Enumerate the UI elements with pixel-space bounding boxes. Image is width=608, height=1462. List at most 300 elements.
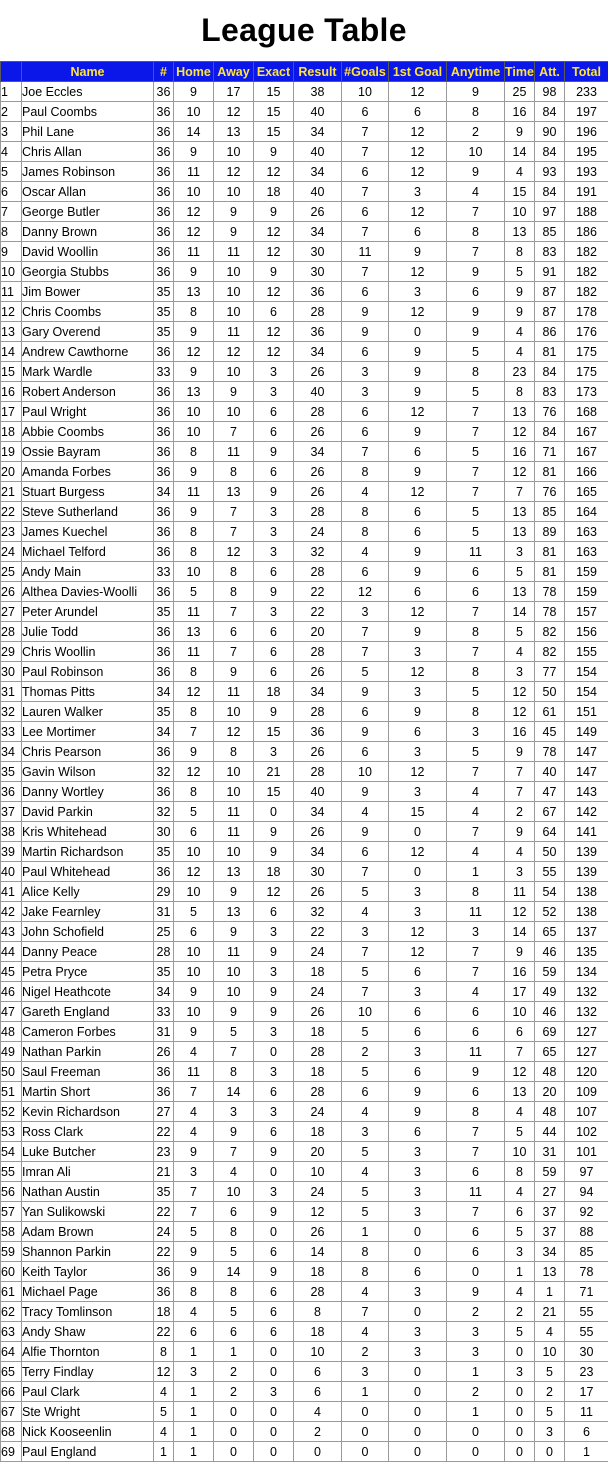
total-cell: 151 [565,702,608,722]
home-cell: 11 [174,482,214,502]
exact-cell: 0 [254,1402,294,1422]
result-cell: 22 [294,922,342,942]
name-cell: George Butler [22,202,154,222]
table-row [1,882,608,902]
table-row [1,662,608,682]
table-row [1,722,608,742]
name-cell: Kris Whitehead [22,822,154,842]
table-row [1,362,608,382]
first-goal-cell: 3 [389,1322,447,1342]
table-row [1,1102,608,1122]
result-cell: 40 [294,102,342,122]
first-goal-cell: 0 [389,322,447,342]
played-cell: 36 [154,342,174,362]
total-cell: 102 [565,1122,608,1142]
attendance-cell: 55 [535,862,565,882]
home-cell: 1 [174,1342,214,1362]
name-cell: Danny Wortley [22,782,154,802]
away-cell: 10 [214,1182,254,1202]
played-cell: 35 [154,282,174,302]
played-cell: 32 [154,802,174,822]
time-cell: 7 [505,782,535,802]
result-cell: 18 [294,1322,342,1342]
total-cell: 127 [565,1042,608,1062]
home-cell: 9 [174,1022,214,1042]
attendance-cell: 4 [535,1322,565,1342]
name-cell: John Schofield [22,922,154,942]
goals-cell: 6 [342,1082,389,1102]
table-row [1,962,608,982]
name-cell: Gavin Wilson [22,762,154,782]
home-cell: 3 [174,1362,214,1382]
table-row [1,642,608,662]
anytime-cell: 9 [447,82,505,102]
home-cell: 10 [174,962,214,982]
away-cell: 7 [214,1142,254,1162]
attendance-cell: 2 [535,1382,565,1402]
total-cell: 23 [565,1362,608,1382]
total-cell: 138 [565,902,608,922]
first-goal-cell: 15 [389,802,447,822]
rank-cell: 3 [1,122,22,142]
goals-cell: 6 [342,562,389,582]
anytime-cell: 2 [447,122,505,142]
rank-cell: 13 [1,322,22,342]
name-cell: Petra Pryce [22,962,154,982]
exact-cell: 0 [254,1422,294,1442]
rank-cell: 38 [1,822,22,842]
goals-cell: 4 [342,1282,389,1302]
played-cell: 36 [154,102,174,122]
first-goal-cell: 12 [389,602,447,622]
played-cell: 36 [154,582,174,602]
goals-cell: 8 [342,462,389,482]
table-row [1,282,608,302]
home-cell: 13 [174,622,214,642]
table-row [1,802,608,822]
name-cell: Robert Anderson [22,382,154,402]
anytime-cell: 7 [447,942,505,962]
exact-cell: 9 [254,1262,294,1282]
result-cell: 28 [294,302,342,322]
result-cell: 18 [294,1262,342,1282]
attendance-cell: 46 [535,942,565,962]
exact-cell: 0 [254,802,294,822]
result-cell: 36 [294,282,342,302]
result-cell: 26 [294,1222,342,1242]
anytime-cell: 0 [447,1262,505,1282]
total-cell: 167 [565,442,608,462]
total-cell: 182 [565,242,608,262]
total-cell: 176 [565,322,608,342]
rank-cell: 46 [1,982,22,1002]
anytime-cell: 11 [447,542,505,562]
first-goal-cell: 3 [389,1202,447,1222]
result-cell: 18 [294,1122,342,1142]
time-cell: 4 [505,162,535,182]
away-cell: 9 [214,382,254,402]
home-cell: 4 [174,1122,214,1142]
attendance-cell: 40 [535,762,565,782]
column-header-attendance: Att. [535,62,565,82]
anytime-cell: 10 [447,142,505,162]
away-cell: 9 [214,662,254,682]
first-goal-cell: 0 [389,1302,447,1322]
result-cell: 40 [294,142,342,162]
time-cell: 3 [505,1362,535,1382]
home-cell: 4 [174,1102,214,1122]
exact-cell: 9 [254,1142,294,1162]
played-cell: 12 [154,1362,174,1382]
goals-cell: 9 [342,302,389,322]
total-cell: 197 [565,102,608,122]
rank-cell: 52 [1,1102,22,1122]
total-cell: 11 [565,1402,608,1422]
first-goal-cell: 0 [389,1442,447,1462]
name-cell: Althea Davies-Woolli [22,582,154,602]
table-body [1,82,608,1462]
result-cell: 22 [294,582,342,602]
anytime-cell: 3 [447,922,505,942]
title-bar [0,0,608,61]
goals-cell: 5 [342,1022,389,1042]
first-goal-cell: 3 [389,642,447,662]
played-cell: 36 [154,862,174,882]
rank-cell: 5 [1,162,22,182]
first-goal-cell: 3 [389,882,447,902]
goals-cell: 5 [342,662,389,682]
rank-cell: 34 [1,742,22,762]
anytime-cell: 4 [447,982,505,1002]
home-cell: 1 [174,1422,214,1442]
played-cell: 36 [154,222,174,242]
exact-cell: 3 [254,1102,294,1122]
result-cell: 34 [294,842,342,862]
attendance-cell: 1 [535,1282,565,1302]
result-cell: 0 [294,1442,342,1462]
rank-cell: 60 [1,1262,22,1282]
away-cell: 11 [214,822,254,842]
total-cell: 165 [565,482,608,502]
played-cell: 34 [154,482,174,502]
rank-cell: 27 [1,602,22,622]
anytime-cell: 7 [447,762,505,782]
time-cell: 17 [505,982,535,1002]
anytime-cell: 5 [447,382,505,402]
goals-cell: 6 [342,842,389,862]
home-cell: 5 [174,902,214,922]
exact-cell: 3 [254,362,294,382]
rank-cell: 18 [1,422,22,442]
rank-cell: 37 [1,802,22,822]
total-cell: 175 [565,342,608,362]
away-cell: 10 [214,142,254,162]
home-cell: 8 [174,662,214,682]
exact-cell: 6 [254,1082,294,1102]
goals-cell: 0 [342,1402,389,1422]
away-cell: 13 [214,902,254,922]
total-cell: 17 [565,1382,608,1402]
time-cell: 4 [505,1102,535,1122]
played-cell: 35 [154,962,174,982]
away-cell: 8 [214,1222,254,1242]
rank-cell: 14 [1,342,22,362]
result-cell: 28 [294,642,342,662]
exact-cell: 9 [254,1202,294,1222]
played-cell: 28 [154,942,174,962]
anytime-cell: 11 [447,1042,505,1062]
anytime-cell: 3 [447,722,505,742]
exact-cell: 0 [254,1342,294,1362]
home-cell: 5 [174,802,214,822]
exact-cell: 18 [254,862,294,882]
exact-cell: 3 [254,502,294,522]
attendance-cell: 84 [535,362,565,382]
exact-cell: 6 [254,1282,294,1302]
total-cell: 71 [565,1282,608,1302]
total-cell: 178 [565,302,608,322]
anytime-cell: 6 [447,1002,505,1022]
played-cell: 36 [154,542,174,562]
away-cell: 9 [214,1002,254,1022]
away-cell: 12 [214,102,254,122]
name-cell: Ste Wright [22,1402,154,1422]
home-cell: 10 [174,182,214,202]
goals-cell: 6 [342,342,389,362]
rank-cell: 10 [1,262,22,282]
attendance-cell: 82 [535,622,565,642]
result-cell: 26 [294,422,342,442]
first-goal-cell: 6 [389,1262,447,1282]
away-cell: 6 [214,1322,254,1342]
table-row [1,1222,608,1242]
name-cell: David Parkin [22,802,154,822]
anytime-cell: 7 [447,242,505,262]
first-goal-cell: 12 [389,142,447,162]
home-cell: 10 [174,102,214,122]
rank-cell: 2 [1,102,22,122]
home-cell: 6 [174,822,214,842]
result-cell: 18 [294,1022,342,1042]
played-cell: 36 [154,182,174,202]
total-cell: 191 [565,182,608,202]
attendance-cell: 0 [535,1442,565,1462]
exact-cell: 12 [254,322,294,342]
home-cell: 7 [174,722,214,742]
attendance-cell: 82 [535,642,565,662]
attendance-cell: 45 [535,722,565,742]
attendance-cell: 81 [535,542,565,562]
table-row [1,982,608,1002]
table-row [1,682,608,702]
exact-cell: 0 [254,1162,294,1182]
name-cell: Andrew Cawthorne [22,342,154,362]
rank-cell: 68 [1,1422,22,1442]
played-cell: 36 [154,1262,174,1282]
result-cell: 26 [294,742,342,762]
goals-cell: 11 [342,242,389,262]
played-cell: 36 [154,422,174,442]
name-cell: Oscar Allan [22,182,154,202]
attendance-cell: 52 [535,902,565,922]
goals-cell: 7 [342,642,389,662]
played-cell: 4 [154,1422,174,1442]
anytime-cell: 6 [447,282,505,302]
anytime-cell: 9 [447,322,505,342]
anytime-cell: 7 [447,602,505,622]
table-row [1,1362,608,1382]
name-cell: Alfie Thornton [22,1342,154,1362]
away-cell: 8 [214,1062,254,1082]
attendance-cell: 64 [535,822,565,842]
result-cell: 26 [294,662,342,682]
table-row [1,1322,608,1342]
goals-cell: 3 [342,1122,389,1142]
exact-cell: 3 [254,962,294,982]
result-cell: 20 [294,1142,342,1162]
result-cell: 34 [294,122,342,142]
total-cell: 134 [565,962,608,982]
time-cell: 3 [505,862,535,882]
result-cell: 18 [294,1062,342,1082]
played-cell: 27 [154,1102,174,1122]
name-cell: Amanda Forbes [22,462,154,482]
goals-cell: 7 [342,262,389,282]
attendance-cell: 37 [535,1202,565,1222]
exact-cell: 12 [254,882,294,902]
home-cell: 9 [174,1142,214,1162]
away-cell: 11 [214,682,254,702]
first-goal-cell: 9 [389,242,447,262]
first-goal-cell: 3 [389,682,447,702]
home-cell: 11 [174,1062,214,1082]
table-row [1,602,608,622]
away-cell: 7 [214,602,254,622]
first-goal-cell: 9 [389,1082,447,1102]
goals-cell: 4 [342,1162,389,1182]
played-cell: 36 [154,442,174,462]
result-cell: 24 [294,942,342,962]
away-cell: 13 [214,122,254,142]
played-cell: 34 [154,722,174,742]
total-cell: 182 [565,282,608,302]
column-header-first-goal: 1st Goal [389,62,447,82]
exact-cell: 15 [254,82,294,102]
table-row [1,1282,608,1302]
first-goal-cell: 3 [389,1182,447,1202]
time-cell: 13 [505,522,535,542]
goals-cell: 4 [342,902,389,922]
anytime-cell: 7 [447,642,505,662]
goals-cell: 9 [342,682,389,702]
time-cell: 12 [505,902,535,922]
home-cell: 1 [174,1402,214,1422]
time-cell: 5 [505,622,535,642]
goals-cell: 6 [342,162,389,182]
name-cell: Martin Short [22,1082,154,1102]
home-cell: 9 [174,1262,214,1282]
goals-cell: 4 [342,802,389,822]
total-cell: 55 [565,1322,608,1342]
attendance-cell: 3 [535,1422,565,1442]
name-cell: Danny Brown [22,222,154,242]
home-cell: 8 [174,442,214,462]
time-cell: 8 [505,382,535,402]
anytime-cell: 7 [447,482,505,502]
home-cell: 11 [174,602,214,622]
total-cell: 233 [565,82,608,102]
name-cell: Chris Allan [22,142,154,162]
away-cell: 14 [214,1082,254,1102]
time-cell: 4 [505,1182,535,1202]
rank-cell: 7 [1,202,22,222]
exact-cell: 9 [254,842,294,862]
goals-cell: 7 [342,142,389,162]
goals-cell: 5 [342,962,389,982]
table-row [1,1062,608,1082]
away-cell: 10 [214,982,254,1002]
time-cell: 6 [505,1022,535,1042]
result-cell: 28 [294,762,342,782]
home-cell: 11 [174,162,214,182]
goals-cell: 3 [342,382,389,402]
away-cell: 5 [214,1242,254,1262]
result-cell: 34 [294,802,342,822]
rank-cell: 47 [1,1002,22,1022]
anytime-cell: 7 [447,1202,505,1222]
time-cell: 2 [505,1302,535,1322]
attendance-cell: 84 [535,182,565,202]
goals-cell: 9 [342,322,389,342]
time-cell: 4 [505,842,535,862]
first-goal-cell: 0 [389,862,447,882]
first-goal-cell: 9 [389,562,447,582]
exact-cell: 6 [254,462,294,482]
exact-cell: 9 [254,262,294,282]
attendance-cell: 13 [535,1262,565,1282]
table-row [1,822,608,842]
home-cell: 13 [174,282,214,302]
anytime-cell: 8 [447,1102,505,1122]
total-cell: 101 [565,1142,608,1162]
table-row [1,1022,608,1042]
away-cell: 5 [214,1302,254,1322]
first-goal-cell: 6 [389,1062,447,1082]
exact-cell: 6 [254,902,294,922]
total-cell: 55 [565,1302,608,1322]
table-row [1,202,608,222]
goals-cell: 5 [342,1142,389,1162]
table-row [1,402,608,422]
played-cell: 36 [154,622,174,642]
result-cell: 26 [294,1002,342,1022]
time-cell: 4 [505,642,535,662]
table-row [1,162,608,182]
table-row [1,1402,608,1422]
anytime-cell: 6 [447,1222,505,1242]
time-cell: 10 [505,1142,535,1162]
home-cell: 12 [174,762,214,782]
goals-cell: 12 [342,582,389,602]
name-cell: Julie Todd [22,622,154,642]
time-cell: 1 [505,1262,535,1282]
home-cell: 6 [174,922,214,942]
exact-cell: 0 [254,1442,294,1462]
played-cell: 8 [154,1342,174,1362]
rank-cell: 6 [1,182,22,202]
away-cell: 10 [214,182,254,202]
table-row [1,1142,608,1162]
